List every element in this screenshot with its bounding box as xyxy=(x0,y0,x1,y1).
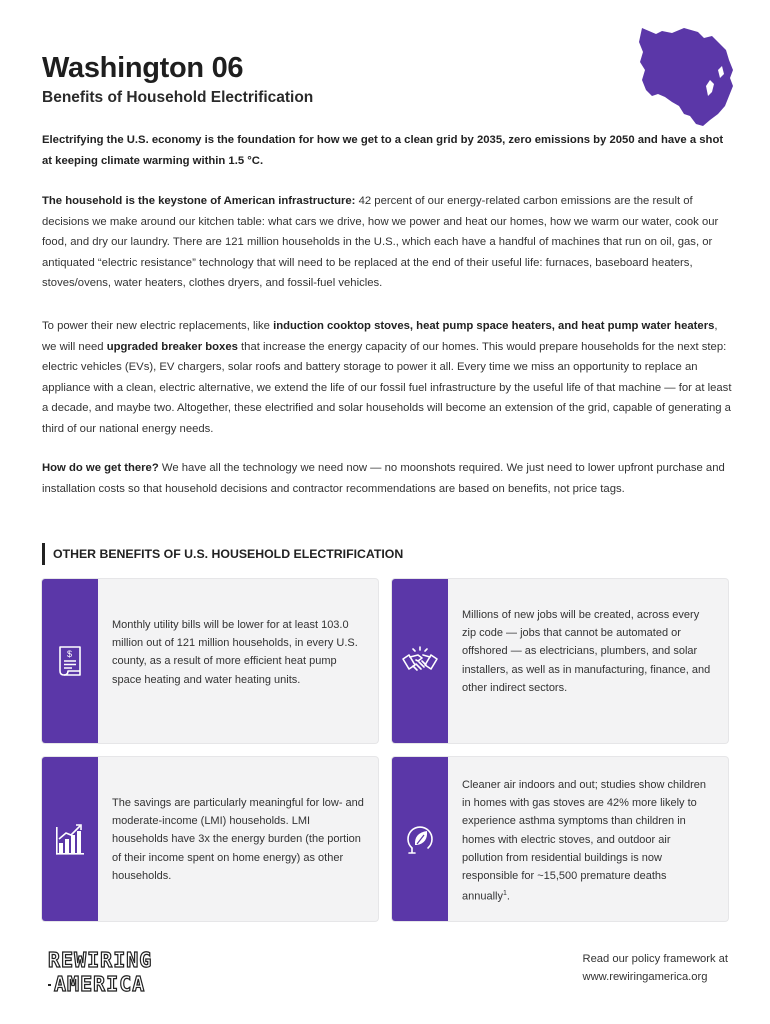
bar-chart-growth-icon xyxy=(50,819,90,859)
keystone-lead: The household is the keystone of American infrastructure: xyxy=(42,195,356,207)
svg-text:$: $ xyxy=(67,649,73,659)
utility-bill-icon xyxy=(50,641,90,681)
benefit-card-jobs xyxy=(392,579,728,743)
replacements-paragraph xyxy=(42,316,732,440)
card-text: Monthly utility bills will be lower for at least 103.0 million out of 121 million households, in every U.S. county, as a result of more efficient heat pump space heating and water heating units. xyxy=(112,619,358,686)
rewiring-america-logo xyxy=(48,948,158,998)
card-text: Millions of new jobs will be created, across every zip code — jobs that cannot be automated or offshored — as electricians, plumbers, and solar installers, as well as in manufacturing, finance, and other indirect sectors. xyxy=(462,609,711,694)
how-lead: How do we get there? xyxy=(42,462,159,474)
benefit-card-bills xyxy=(42,579,378,743)
page-subtitle: Benefits of Household Electrification xyxy=(42,89,314,106)
how-body: We have all the technology we need now — no moonshots required. We just need to lower upfront purchase and installation costs so that household decisions and contractor recommendations are based on benefits, not price tags. xyxy=(42,462,725,495)
how-paragraph xyxy=(42,458,732,499)
card-text-suffix: . xyxy=(506,890,510,903)
card-accent-band xyxy=(392,757,448,921)
footer-link[interactable]: www.rewiringamerica.org xyxy=(582,971,708,983)
replacements-part2: , we will need xyxy=(42,320,718,353)
card-text xyxy=(462,776,714,906)
card-accent-band xyxy=(392,579,448,743)
section-heading: OTHER BENEFITS OF U.S. HOUSEHOLD ELECTRIFICATION xyxy=(42,543,403,565)
handshake-icon xyxy=(400,641,440,681)
card-accent-band xyxy=(42,757,98,921)
logo-line2: AMERICA xyxy=(54,972,146,996)
replacements-part3: that increase the energy capacity of our homes. This would prepare households for the next step: electric vehicles (EVs), EV chargers, solar roofs and battery storage to power it all. Every time we miss an opportunity to replace an appliance with a clean, electric alternative, we extend the life of our fossil fuel infrastructure by the useful life of that machine — for at least a decade, and maybe two. Altogether, these electrified and solar households will become an extension of the grid, capable of generating a third of our national energy needs. xyxy=(42,340,732,435)
card-text: The savings are particularly meaningful for low- and moderate-income (LMI) households. LMI households have 3x the energy burden (the portion of their income spent on home energy) as other households. xyxy=(112,797,364,882)
card-accent-band xyxy=(42,579,98,743)
leaf-plug-icon xyxy=(400,819,440,859)
logo-line1: REWIRING xyxy=(48,948,153,972)
replacements-bold2: upgraded breaker boxes xyxy=(106,340,238,353)
intro-paragraph: Electrifying the U.S. economy is the foundation for how we get to a clean grid by 2035, zero emissions by 2050 and have a shot at keeping climate warming within 1.5 °C. xyxy=(42,134,724,167)
card-text-body: Cleaner air indoors and out; studies show children in homes with gas stoves are 42% more likely to experience asthma symptoms than children in homes with electric stoves, and outdoor air pollution from residential buildings is now responsible for ~15,500 premature deaths annually xyxy=(462,779,706,903)
keystone-body: 42 percent of our energy-related carbon emissions are the result of decisions we make around our kitchen table: what cars we drive, how we power and heat our homes, how we warm our water, cook our food, and dry our laundry. There are 121 million households in the U.S., which each have a handful of machines that run on oil, gas, or antiquated “electric resistance” technology that will need to be replaced at the end of their useful life: furnaces, baseboard heaters, stoves/ovens, water heaters, clothes dryers, and fossil-fuel vehicles. xyxy=(42,195,719,290)
keystone-paragraph xyxy=(42,191,732,294)
footer-line1: Read our policy framework at xyxy=(582,953,728,965)
washington-map-icon xyxy=(632,24,736,126)
replacements-bold1: induction cooktop stoves, heat pump space heaters, and heat pump water heaters xyxy=(273,320,715,332)
benefit-card-lmi xyxy=(42,757,378,921)
page-title: Washington 06 xyxy=(42,52,244,84)
footnote-marker: 1 xyxy=(502,890,507,898)
footer-text xyxy=(583,950,729,986)
replacements-part1: To power their new electric replacements, like xyxy=(42,320,274,332)
benefit-card-air xyxy=(392,757,728,921)
